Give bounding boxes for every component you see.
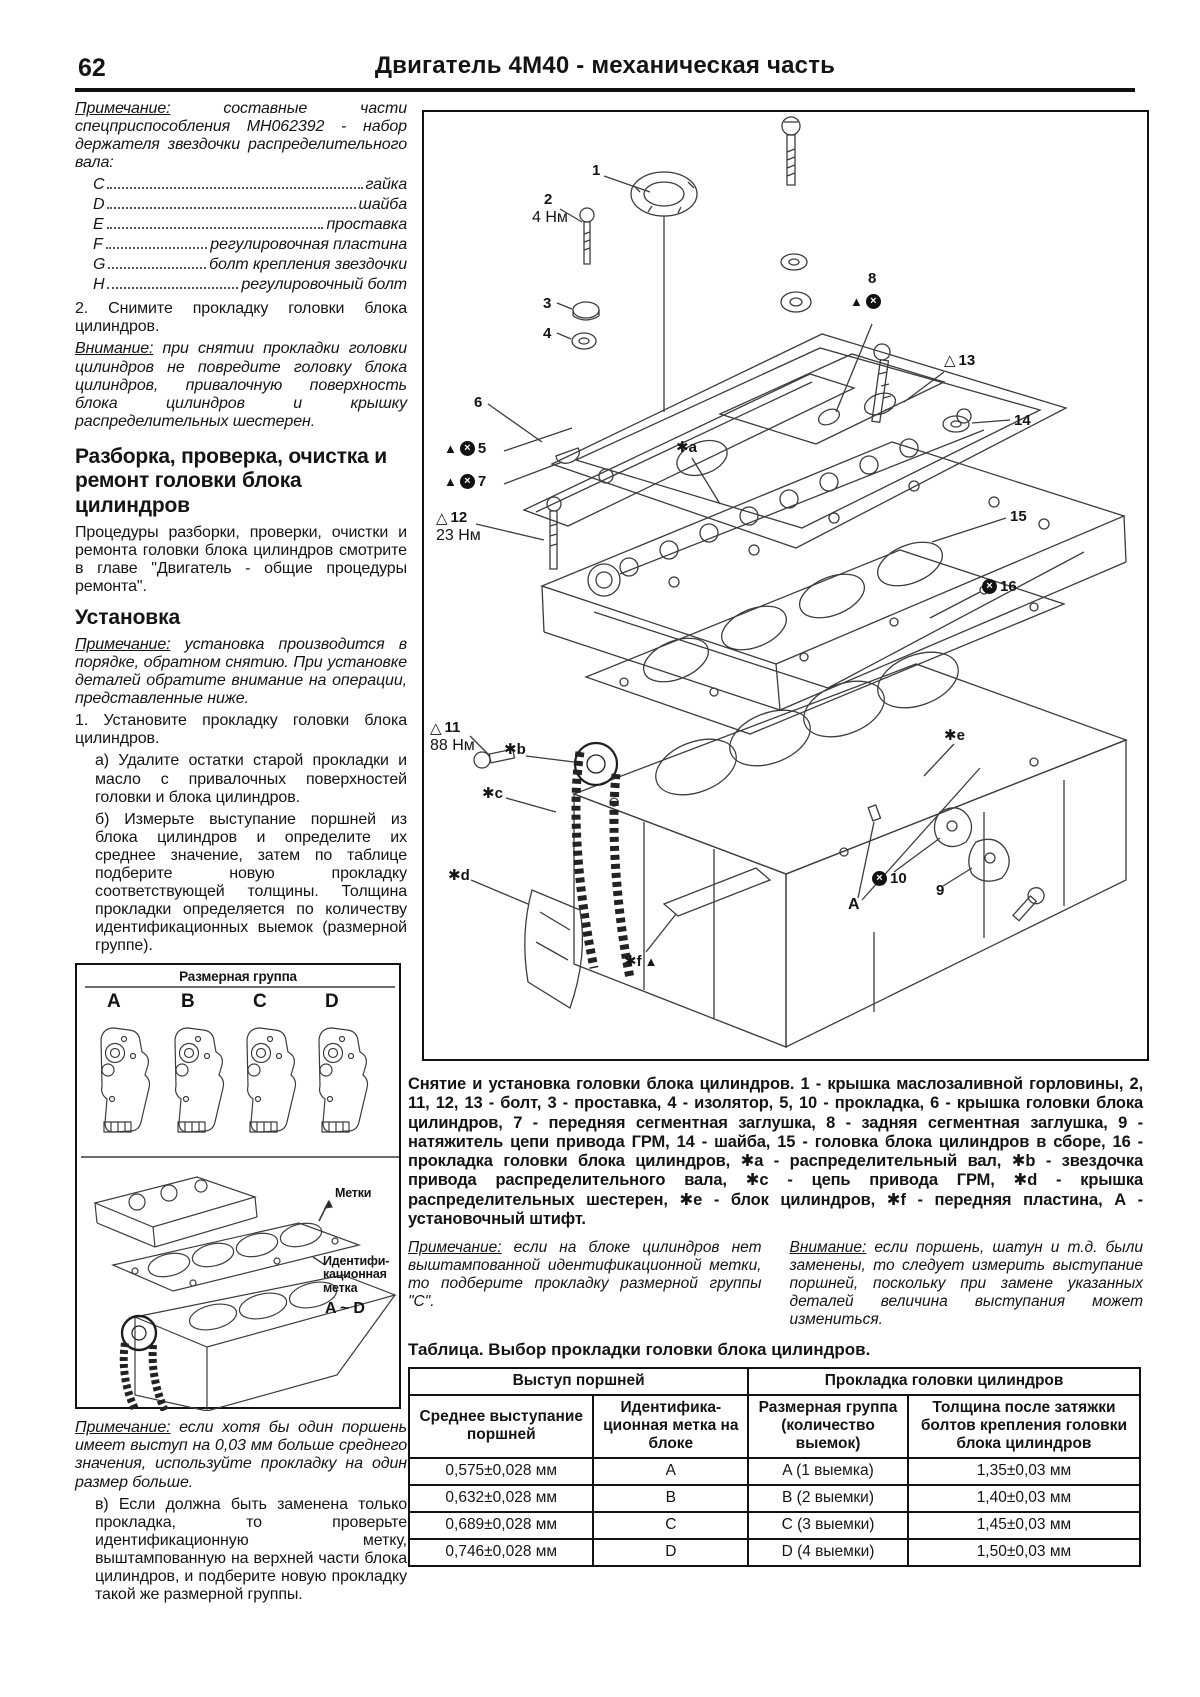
item-key: C <box>93 176 105 194</box>
callout-8 <box>868 270 876 287</box>
item-value: регулировочная пластина <box>210 236 407 254</box>
group-letter-b: B <box>181 991 195 1013</box>
note-lead: Примечание: <box>75 1419 171 1437</box>
item-key: G <box>93 256 106 274</box>
item-value: шайба <box>358 196 407 214</box>
col-header-thickness: Толщина после затяжки болтов крепления головки блока цилиндров <box>908 1395 1140 1458</box>
id-mark-line2: кационная <box>323 1267 387 1282</box>
callout-text: 1 <box>592 162 601 179</box>
callout-pin-a <box>848 896 860 914</box>
note-special-tools <box>75 100 407 172</box>
cell-thickness: 1,40±0,03 мм <box>908 1485 1140 1512</box>
list-item <box>93 196 407 216</box>
callout-2 <box>532 192 568 226</box>
callout-text: 7 <box>477 473 487 490</box>
id-mark-label <box>323 1255 389 1294</box>
warning-lead: Внимание: <box>789 1239 867 1257</box>
cell-size-group: C (3 выемки) <box>748 1512 908 1539</box>
callout-text: 9 <box>936 882 945 899</box>
dotted-leader <box>106 247 208 249</box>
note-piston <box>75 1419 407 1491</box>
cell-size-group: D (4 выемки) <box>748 1539 908 1566</box>
note-lead: Примечание: <box>75 635 171 653</box>
callout-16 <box>982 578 1017 595</box>
item-key: E <box>93 216 104 234</box>
marks-label: Метки <box>335 1186 372 1201</box>
non-reusable-icon: × <box>982 579 997 594</box>
callout-text: ✱d <box>448 867 470 884</box>
callout-text: 4 <box>543 325 552 342</box>
callout-15 <box>1010 508 1027 525</box>
non-reusable-icon: × <box>866 294 881 309</box>
item-key: F <box>93 236 103 254</box>
callout-text: 6 <box>474 394 483 411</box>
callout-text: ✱f <box>624 953 642 970</box>
torque-label: 4 Нм <box>532 208 568 226</box>
list-item <box>93 176 407 196</box>
warning-lead: Внимание: <box>75 340 154 358</box>
torque-label: 88 Нм <box>430 736 475 754</box>
callout-text: 5 <box>477 440 487 457</box>
tool-components-list <box>93 176 407 296</box>
callout-12 <box>436 510 481 544</box>
dotted-leader <box>107 287 238 289</box>
torque-triangle-icon: △ <box>436 509 448 527</box>
callout-star-f <box>624 952 657 970</box>
callout-text: 2 <box>544 191 553 208</box>
para-disassembly: Процедуры разборки, проверки, очистки и ремонта головки блока цилиндров смотрите в главе "Двигатель - общие процедуры ремонта". <box>75 523 407 596</box>
callout-text: 13 <box>958 352 976 369</box>
cell-id-mark: B <box>593 1485 748 1512</box>
cell-id-mark: C <box>593 1512 748 1539</box>
cell-protrusion: 0,746±0,028 мм <box>409 1539 593 1566</box>
torque-label: 23 Нм <box>436 526 481 544</box>
non-reusable-icon: × <box>872 871 887 886</box>
cell-thickness: 1,45±0,03 мм <box>908 1512 1140 1539</box>
note-text: если на блоке цилиндров нет выштампованной идентификационной метки, то подберите прокладку размерной группы "С". <box>408 1239 762 1310</box>
right-column <box>408 102 1143 1567</box>
callout-text: ✱a <box>676 439 697 456</box>
callout-text: 14 <box>1014 412 1031 429</box>
page-header <box>75 52 1135 92</box>
range-label: A ~ D <box>325 1300 365 1318</box>
list-item <box>93 256 407 276</box>
note-text: если хотя бы один поршень имеет выступ на 0,03 мм больше среднего значения, используйте прокладку на один размер больше. <box>75 1419 407 1491</box>
callout-6 <box>474 394 482 411</box>
figure-caption: Снятие и установка головки блока цилиндров. 1 - крышка маслозаливной горловины, 2, 11, 12, 13 - болт, 3 - проставка, 4 - изолятор, 5, 10 - прокладка, 6 - крышка головки блока цилиндров, 7 - передняя сегментная заглушка, 8 - задняя сегментная заглушка, 9 - натяжитель цепи привода ГРМ, 14 - шайба, 15 - головка блока цилиндров в сборе, 16 - прокладка головки блока цилиндров, ✱a - распределительный вал, ✱b - звездочка привода распределительного вала, ✱c - цепь привода ГРМ, ✱d - крышка распределительных шестерен, ✱e - блок цилиндров, ✱f - передняя пластина, А - установочный штифт. <box>408 1075 1143 1229</box>
col-header-protrusion: Среднее выступание поршней <box>409 1395 593 1458</box>
item-key: H <box>93 276 105 294</box>
callout-3 <box>543 295 551 312</box>
callout-text: 8 <box>868 270 877 287</box>
callout-text: 10 <box>890 870 907 887</box>
non-reusable-icon: × <box>460 474 475 489</box>
item-value: проставка <box>326 216 407 234</box>
callout-13 <box>944 352 975 369</box>
item-value: гайка <box>365 176 407 194</box>
cell-thickness: 1,35±0,03 мм <box>908 1458 1140 1485</box>
warning-text: при снятии прокладки головки цилиндров не повредите головку блока цилиндров, привалочную поверхность блока цилиндров и крышку распределительных шестерен. <box>75 340 407 430</box>
table-header-row <box>409 1395 1140 1458</box>
note-lead: Примечание: <box>75 100 171 117</box>
dotted-leader <box>107 187 362 189</box>
table-title: Таблица. Выбор прокладки головки блока цилиндров. <box>408 1340 871 1360</box>
step-2: 2. Снимите прокладку головки блока цилиндров. <box>75 300 407 336</box>
sealant-triangle-icon: ▲ <box>850 294 863 309</box>
step-1b: б) Измерьте выступание поршней из блока цилиндров и определите их среднее значение, затем по таблице подберите новую прокладку соответствующей толщины. Толщина прокладки определяется по количеству идентификационных выемок (размерной группе). <box>95 810 407 955</box>
group-header-gasket: Прокладка головки цилиндров <box>748 1368 1140 1394</box>
table-row <box>409 1539 1140 1566</box>
cell-size-group: A (1 выемка) <box>748 1458 908 1485</box>
col-header-size-group: Размерная группа (количество выемок) <box>748 1395 908 1458</box>
heading-disassembly: Разборка, проверка, очистка и ремонт головки блока цилиндров <box>75 444 387 517</box>
bottom-warning <box>790 1239 1144 1328</box>
group-letter-a: A <box>107 991 121 1013</box>
callout-text: ✱c <box>482 785 503 802</box>
cell-id-mark: A <box>593 1458 748 1485</box>
callout-7 <box>444 473 486 490</box>
callout-4 <box>543 325 551 342</box>
callout-9 <box>936 882 944 899</box>
cell-size-group: B (2 выемки) <box>748 1485 908 1512</box>
callout-10 <box>872 870 907 887</box>
warning-gasket <box>75 340 407 430</box>
item-key: D <box>93 196 105 214</box>
callout-text: 12 <box>450 509 468 526</box>
cell-thickness: 1,50±0,03 мм <box>908 1539 1140 1566</box>
bottom-note <box>408 1239 762 1328</box>
table-row <box>409 1512 1140 1539</box>
list-item <box>93 276 407 296</box>
callout-text: А <box>848 896 860 913</box>
callout-14 <box>1014 412 1031 429</box>
callout-11 <box>430 720 475 754</box>
bottom-notes <box>408 1239 1143 1328</box>
callout-star-c <box>482 784 503 802</box>
cell-id-mark: D <box>593 1539 748 1566</box>
note-text: составные части спецприспособления МН062392 - набор держателя звездочки распределительного вала: <box>75 100 407 172</box>
step-1: 1. Установите прокладку головки блока цилиндров. <box>75 712 407 748</box>
callout-8-icons <box>850 294 881 309</box>
callout-text: 3 <box>543 295 552 312</box>
callout-text: ✱b <box>504 741 526 758</box>
note-text: установка производится в порядке, обратном снятию. При установке деталей обратите внимание на операции, представленные ниже. <box>75 635 407 708</box>
callout-star-d <box>448 866 470 884</box>
page-title: Двигатель 4М40 - механическая часть <box>374 52 836 79</box>
note-lead: Примечание: <box>408 1239 502 1257</box>
left-column <box>75 100 407 1608</box>
heading-install: Установка <box>75 606 181 630</box>
exploded-view-art <box>424 112 1147 1059</box>
cell-protrusion: 0,575±0,028 мм <box>409 1458 593 1485</box>
callout-text: 16 <box>1000 578 1017 595</box>
callout-text: 15 <box>1010 508 1027 525</box>
cell-protrusion: 0,632±0,028 мм <box>409 1485 593 1512</box>
exploded-view-figure <box>422 110 1149 1061</box>
step-1v: в) Если должна быть заменена только прокладка, то проверьте идентификационную метку, выштампованную на верхней части блока цилиндров, и подберите новую прокладку такой же размерной группы. <box>95 1495 407 1603</box>
group-header-piston: Выступ поршней <box>409 1368 748 1394</box>
callout-1 <box>592 162 600 179</box>
table-row <box>409 1485 1140 1512</box>
col-header-id-mark: Идентификационная метка на блоке <box>593 1395 748 1458</box>
table-row <box>409 1458 1140 1485</box>
item-value: болт крепления звездочки <box>209 256 407 274</box>
callout-text: ✱e <box>944 727 965 744</box>
callout-star-a <box>676 438 697 456</box>
step-1a: а) Удалите остатки старой прокладки и масло с привалочных поверхностей головки и блока цилиндров. <box>95 752 407 806</box>
dotted-leader <box>108 267 206 269</box>
warning-text: если поршень, шатун и т.д. были заменены, то следует измерить выступание поршней, поскольку при замене указанных деталей величина выступания может измениться. <box>789 1239 1143 1328</box>
torque-triangle-icon: △ <box>430 719 442 737</box>
callout-star-e <box>944 726 965 744</box>
page-number: 62 <box>78 54 106 82</box>
list-item <box>93 216 407 236</box>
size-figure-caption: Размерная группа <box>179 969 297 985</box>
group-letter-c: C <box>253 991 267 1013</box>
table-group-header-row <box>409 1368 1140 1394</box>
callout-star-b <box>504 740 526 758</box>
item-value: регулировочный болт <box>241 276 407 294</box>
size-group-figure <box>75 963 401 1409</box>
gasket-selection-table <box>408 1367 1141 1566</box>
dotted-leader <box>107 207 355 209</box>
id-mark-line1: Идентифи- <box>323 1254 390 1269</box>
dotted-leader <box>107 227 324 229</box>
callout-5 <box>444 440 486 457</box>
torque-triangle-icon: △ <box>944 352 956 369</box>
group-letter-d: D <box>325 991 339 1013</box>
sealant-triangle-icon: ▲ <box>444 474 457 489</box>
callout-text: 11 <box>444 719 461 736</box>
note-install <box>75 636 407 708</box>
sealant-triangle-icon: ▲ <box>444 441 457 456</box>
sealant-triangle-icon: ▲ <box>644 953 658 969</box>
cell-protrusion: 0,689±0,028 мм <box>409 1512 593 1539</box>
list-item <box>93 236 407 256</box>
id-mark-line3: метка <box>323 1280 358 1295</box>
non-reusable-icon: × <box>460 441 475 456</box>
